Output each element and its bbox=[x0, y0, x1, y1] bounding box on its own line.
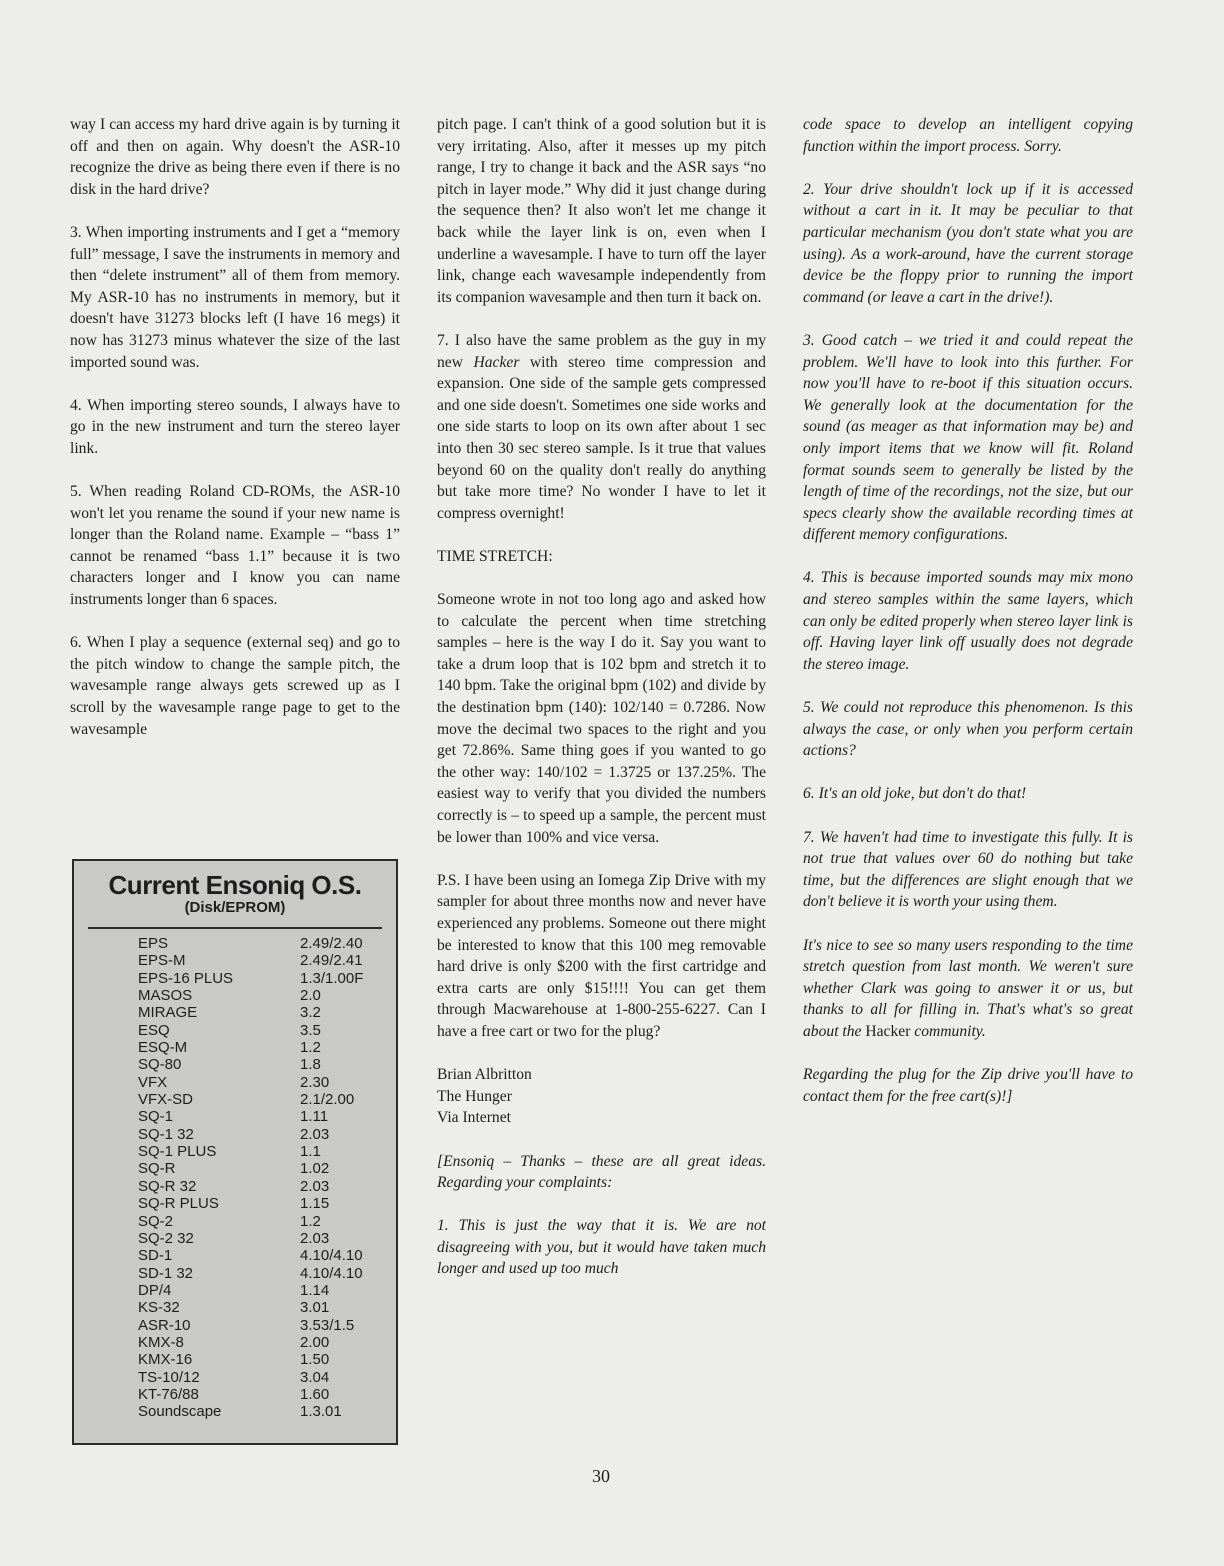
os-product-name: SQ-1 bbox=[138, 1108, 174, 1126]
letter-paragraph: pitch page. I can't think of a good solution but it is very irritating. Also, after it messes up my pitch range, I try to change it back and the ASR says “no pitch in layer mode.” Why did it just change during the sequence then? It also won't let me change it back while the layer link is on, even when I underline a wavesample. I have to turn off the layer link, change each wavesample independently from its companion wavesample and then turn it back on. bbox=[437, 116, 766, 306]
os-product-name: KS-32 bbox=[138, 1299, 180, 1317]
reply-item-5: 5. We could not reproduce this phenomenon. Is this always the case, or only when you perform certain actions? bbox=[803, 699, 1133, 760]
ensoniq-reply-intro: [Ensoniq – Thanks – these are all great ideas. Regarding your complaints: bbox=[437, 1152, 766, 1192]
os-row bbox=[74, 1160, 396, 1177]
reply-item-6: 6. It's an old joke, but don't do that! bbox=[803, 785, 1027, 803]
os-product-name: MIRAGE bbox=[138, 1004, 198, 1022]
os-box-divider bbox=[88, 927, 382, 929]
os-row bbox=[74, 1299, 396, 1316]
os-product-name: DP/4 bbox=[138, 1281, 172, 1299]
os-product-name: ASR-10 bbox=[138, 1316, 191, 1334]
column-2 bbox=[437, 114, 766, 1302]
os-product-name: SQ-1 32 bbox=[138, 1125, 194, 1143]
os-product-name: VFX-SD bbox=[138, 1091, 194, 1109]
page-number: 30 bbox=[592, 1466, 610, 1486]
os-version-value: 1.60 bbox=[300, 1385, 330, 1403]
os-version-value: 2.49/2.40 bbox=[300, 935, 363, 952]
os-row bbox=[74, 1230, 396, 1247]
reply-item-1: 1. This is just the way that it is. We are not disagreeing with you, but it would have taken much longer and used up too much bbox=[437, 1217, 766, 1278]
os-version-value: 2.49/2.41 bbox=[300, 952, 363, 970]
os-row bbox=[74, 1091, 396, 1108]
os-product-name: KT-76/88 bbox=[138, 1385, 199, 1403]
os-version-value: 1.1 bbox=[300, 1143, 321, 1161]
reply-closing bbox=[803, 935, 1133, 1043]
os-product-name: SQ-2 32 bbox=[138, 1229, 194, 1247]
os-version-value: 2.0 bbox=[300, 987, 321, 1005]
os-product-name: Soundscape bbox=[138, 1403, 222, 1421]
signature-name: Brian Albritton bbox=[437, 1066, 532, 1084]
reply-item-4: 4. This is because imported sounds may mix mono and stereo samples within the same layers, which can only be edited properly when stereo layer link is off. Having layer link off usually does not degrade the stereo image. bbox=[803, 569, 1133, 673]
os-version-value: 3.53/1.5 bbox=[300, 1316, 355, 1334]
os-product-name: SQ-R bbox=[138, 1160, 176, 1178]
os-row bbox=[74, 1143, 396, 1160]
os-product-name: ESQ bbox=[138, 1021, 170, 1039]
os-version-value: 4.10/4.10 bbox=[300, 1247, 363, 1265]
os-version-value: 1.3/1.00F bbox=[300, 969, 364, 987]
os-row bbox=[74, 1108, 396, 1125]
os-row bbox=[74, 952, 396, 969]
item-7-text-a: 7. I also have the same problem as the guy in my new bbox=[437, 331, 766, 371]
os-product-name: SQ-2 bbox=[138, 1212, 174, 1230]
os-version-value: 2.03 bbox=[300, 1229, 330, 1247]
os-row bbox=[74, 1074, 396, 1091]
os-row bbox=[74, 1056, 396, 1073]
letter-item-6: 6. When I play a sequence (external seq) and go to the pitch window to change the sample pitch, the wavesample range always gets screwed up as I scroll by the wavesample range page to get to the wavesample bbox=[70, 634, 400, 738]
reply-item-3: 3. Good catch – we tried it and could repeat the problem. We'll have to look into this further. For now you'll have to re-boot if this situation occurs. We generally look at the documentation for the sound (as meager as that information may be) and only import items that we know will fit. Roland format sounds seem to generally be listed by the length of time of the recordings, not the size, but our specs clearly show the available recording times at different memory configurations. bbox=[803, 331, 1133, 544]
item-7-text-b: with stereo time compression and expansion. One side of the sample gets compressed and one side doesn't. Sometimes one side works and one side starts to loop on its own after about 1 sec into then 30 sec stereo sample. Is it true that values beyond 60 on the quality don't really do anything but take more time? No wonder I have to let it compress overnight! bbox=[437, 353, 766, 522]
reply-item-2: 2. Your drive shouldn't lock up if it is accessed without a cart in it. It may be peculiar to that particular mechanism (you don't state what you are using). As a work-around, have the current storage device be the floppy prior to running the import command (or leave a cart in the drive!). bbox=[803, 180, 1133, 306]
os-row bbox=[74, 1039, 396, 1056]
os-version-value: 2.03 bbox=[300, 1177, 330, 1195]
os-product-name: EPS-M bbox=[138, 952, 186, 970]
os-version-value: 2.1/2.00 bbox=[300, 1091, 355, 1109]
os-version-value: 1.15 bbox=[300, 1195, 330, 1213]
os-product-name: MASOS bbox=[138, 987, 193, 1005]
os-row bbox=[74, 1004, 396, 1021]
letter-item-4: 4. When importing stereo sounds, I always have to go in the new instrument and turn the stereo layer link. bbox=[70, 396, 400, 457]
os-product-name: SQ-R 32 bbox=[138, 1177, 197, 1195]
reply-zip-note: Regarding the plug for the Zip drive you'll have to contact them for the free cart(s)!] bbox=[803, 1066, 1133, 1105]
os-box-subtitle: (Disk/EPROM) bbox=[184, 899, 286, 916]
os-row bbox=[74, 1334, 396, 1351]
os-version-value: 4.10/4.10 bbox=[300, 1264, 363, 1282]
os-product-name: KMX-16 bbox=[138, 1351, 193, 1369]
os-product-name: EPS bbox=[138, 935, 169, 952]
os-product-name: ESQ-M bbox=[138, 1039, 188, 1057]
os-version-value: 1.2 bbox=[300, 1039, 321, 1057]
os-version-list bbox=[74, 935, 396, 1421]
column-3 bbox=[803, 114, 1133, 1129]
os-version-value: 3.04 bbox=[300, 1368, 330, 1386]
os-row bbox=[74, 1317, 396, 1334]
os-row bbox=[74, 1195, 396, 1212]
signature-group: The Hunger bbox=[437, 1087, 512, 1105]
reply-item-7: 7. We haven't had time to investigate this fully. It is not true that values over 60 do nothing but take time, but the differences are slight enough that we don't believe it is worth your using them. bbox=[803, 828, 1133, 911]
os-product-name: KMX-8 bbox=[138, 1333, 184, 1351]
os-version-value: 1.3.01 bbox=[300, 1403, 342, 1421]
os-row bbox=[74, 1369, 396, 1386]
os-product-name: TS-10/12 bbox=[138, 1368, 200, 1386]
os-product-name: SQ-1 PLUS bbox=[138, 1143, 217, 1161]
os-version-value: 2.00 bbox=[300, 1333, 330, 1351]
os-version-value: 2.03 bbox=[300, 1125, 330, 1143]
os-version-value: 1.11 bbox=[300, 1108, 329, 1126]
letter-item-7 bbox=[437, 330, 766, 524]
time-stretch-paragraph: Someone wrote in not too long ago and asked how to calculate the percent when time stretching samples – here is the way I do it. Say you want to take a drum loop that is 102 bpm and stretch it to 140 bpm. Take the original bpm (102) and divide by the destination bpm (140): 102/140 = 0.7286. Now move the decimal two spaces to the right and you get 72.86%. Same thing goes if you wanted to go the other way: 140/102 = 1.3725 or 137.25%. The easiest way to verify that you divided the numbers correctly is – to speed up a sample, the percent must be lower than 100% and vice versa. bbox=[437, 591, 766, 846]
os-row bbox=[74, 1403, 396, 1420]
letter-item-5: 5. When reading Roland CD-ROMs, the ASR-10 won't let you rename the sound if your new name is longer than the Roland name. Example – “bass 1” cannot be renamed “bass 1.1” because it is two characters longer and I know you can name instruments longer than 6 spaces. bbox=[70, 483, 400, 609]
column-1 bbox=[70, 114, 400, 762]
os-row bbox=[74, 1386, 396, 1403]
signature-source: Via Internet bbox=[437, 1109, 511, 1127]
os-product-name: SQ-R PLUS bbox=[138, 1195, 219, 1213]
os-version-value: 3.5 bbox=[300, 1021, 321, 1039]
os-version-value: 1.50 bbox=[300, 1351, 330, 1369]
os-version-value: 1.02 bbox=[300, 1160, 330, 1178]
os-row bbox=[74, 1265, 396, 1282]
os-row bbox=[74, 1213, 396, 1230]
os-product-name: SQ-80 bbox=[138, 1056, 182, 1074]
reply-item-1-cont: code space to develop an intelligent copying function within the import process. Sorry. bbox=[803, 116, 1133, 155]
os-row bbox=[74, 1178, 396, 1195]
os-version-value: 3.2 bbox=[300, 1004, 321, 1022]
hacker-title: Hacker bbox=[473, 353, 520, 371]
ps-paragraph: P.S. I have been using an Iomega Zip Drive with my sampler for about three months now and never have experienced any problems. Someone out there might be interested to know that this 100 meg removable hard drive is only $200 with the first cartridge and extra carts are only $15!!!! You can get them through Macwarehouse at 1-800-255-6227. Can I have a free cart or two for the plug? bbox=[437, 871, 766, 1040]
os-version-value: 1.2 bbox=[300, 1212, 321, 1230]
os-row bbox=[74, 1022, 396, 1039]
os-row bbox=[74, 987, 396, 1004]
os-row bbox=[74, 970, 396, 987]
letter-item-3: 3. When importing instruments and I get a “memory full” message, I save the instruments in memory and then “delete instrument” all of them from memory. My ASR-10 has no instruments in memory, but it doesn't have 31273 blocks left (I have 16 megs) it now has 31273 minus whatever the size of the last imported sound was. bbox=[70, 223, 400, 371]
hacker-title: Hacker bbox=[865, 1022, 911, 1040]
os-product-name: SD-1 bbox=[138, 1247, 173, 1265]
os-row bbox=[74, 935, 396, 952]
os-product-name: EPS-16 PLUS bbox=[138, 969, 234, 987]
letter-paragraph: way I can access my hard drive again is by turning it off and then on again. Why doesn't the ASR-10 recognize the drive as being there even if there is no disk in the hard drive? bbox=[70, 116, 400, 198]
os-row bbox=[74, 1247, 396, 1264]
os-product-name: VFX bbox=[138, 1073, 168, 1091]
os-version-box bbox=[72, 859, 398, 1445]
os-version-value: 3.01 bbox=[300, 1299, 330, 1317]
os-row bbox=[74, 1126, 396, 1143]
section-heading: TIME STRETCH: bbox=[437, 547, 553, 565]
os-version-value: 2.30 bbox=[300, 1073, 330, 1091]
os-row bbox=[74, 1282, 396, 1299]
closing-text-a: It's nice to see so many users responding to the time stretch question from last month. We weren't sure whether Clark was going to answer it or us, but thanks to all for filling in. That's what's so great about the bbox=[803, 936, 1133, 1040]
os-box-title: Current Ensoniq O.S. bbox=[108, 870, 362, 900]
os-product-name: SD-1 32 bbox=[138, 1264, 194, 1282]
os-row bbox=[74, 1351, 396, 1368]
os-version-value: 1.14 bbox=[300, 1281, 330, 1299]
closing-text-b: community. bbox=[910, 1022, 986, 1040]
os-version-value: 1.8 bbox=[300, 1056, 321, 1074]
